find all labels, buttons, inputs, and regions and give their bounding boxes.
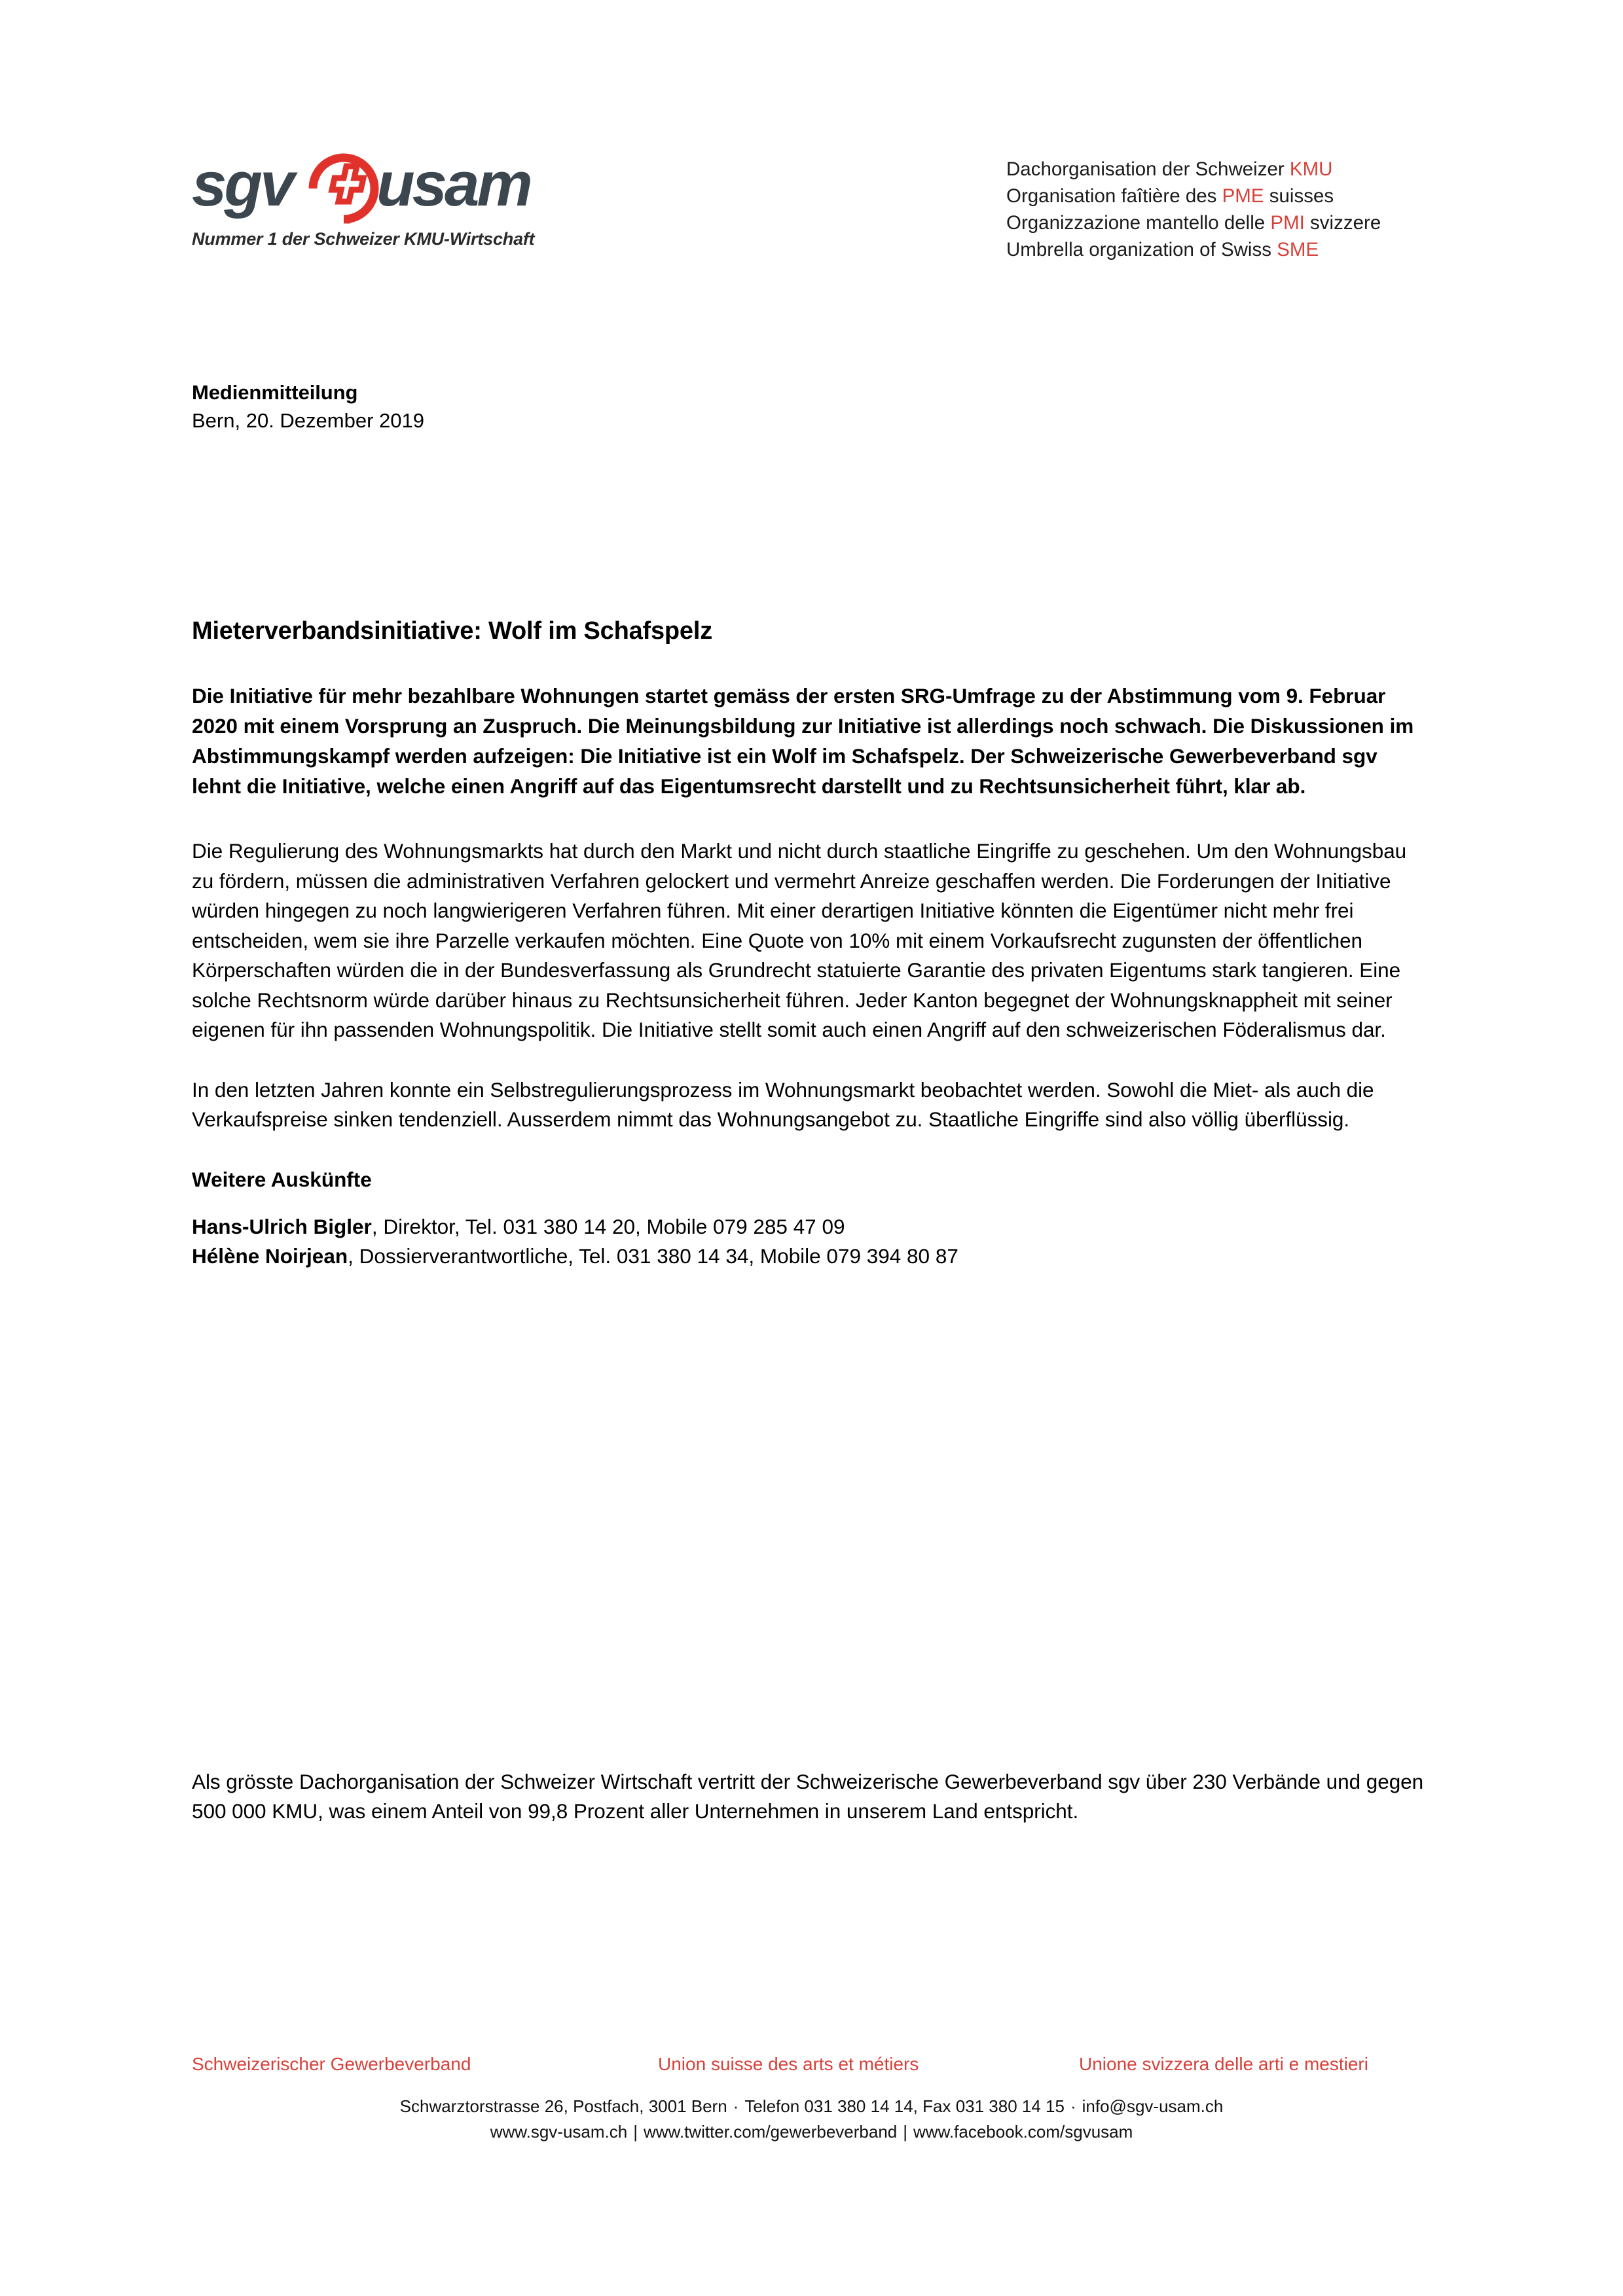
footer-email-link[interactable]: info@sgv-usam.ch [1082, 2096, 1224, 2116]
footer-separator-icon: · [1070, 2096, 1076, 2116]
footer-contact-details [0, 2094, 1623, 2145]
header-language-list [1006, 156, 1381, 263]
sgv-usam-logo [192, 152, 558, 249]
footer-org-names [0, 2052, 1623, 2082]
header-language-en [1006, 236, 1381, 263]
footer-address: Schwarztorstrasse 26, Postfach, 3001 Bern [399, 2096, 727, 2116]
header-language-en-text: Umbrella organization of Swiss [1006, 239, 1277, 260]
document-body [192, 615, 1429, 1271]
document-footer [0, 2052, 1623, 2145]
header-language-fr [1006, 183, 1381, 209]
document-header [0, 0, 1623, 308]
footer-web-link[interactable]: www.sgv-usam.ch [490, 2122, 628, 2142]
contact-name: Hans-Ulrich Bigler [192, 1214, 372, 1238]
body-paragraph-1: Die Regulierung des Wohnungsmarkts hat durch den Markt und nicht durch staatliche Eingriffe zu geschehen. Um den Wohnungsbau zu fördern, müssen die administrativen Verfahren gelockert und vermehrt Anreize geschaffen werden. Die Forderungen der Initiative würden hingegen zu noch langwierigeren Verfahren führen. Mit einer derartigen Initiative könnten die Eigentümer nicht mehr frei entscheiden, wem sie ihre Parzelle verkaufen möchten. Eine Quote von 10% mit einem Vorkaufsrecht zugunsten der öffentlichen Körperschaften würden die in der Bundesverfassung als Grundrecht statuierte Garantie des privaten Eigentums stark tangieren. Eine solche Rechtsnorm würde darüber hinaus zu Rechtsunsicherheit führen. Jeder Kanton begegnet der Wohnungsknappheit mit seiner eigenen für ihn passenden Wohnungspolitik. Die Initiative stellt somit auch einen Angriff auf den schweizerischen Föderalismus dar. [192, 839, 1407, 1041]
page-title: Mieterverbandsinitiative: Wolf im Schafspelz [192, 617, 713, 645]
footer-contact-line-1 [0, 2094, 1623, 2119]
document-type-label: Medienmitteilung [192, 381, 358, 404]
footer-contact-line-2 [0, 2119, 1623, 2145]
footer-pipe-divider: | [633, 2122, 638, 2142]
header-language-fr-tail: suisses [1264, 185, 1334, 207]
footer-facebook-link[interactable]: www.facebook.com/sgvusam [913, 2122, 1133, 2142]
footer-org-name-fr: Union suisse des arts et métiers [658, 2054, 919, 2074]
footer-org-name-it: Unione svizzera delle arti e mestieri [1079, 2054, 1368, 2074]
contact-details: , Dossierverantwortliche, Tel. 031 380 14 34, Mobile 079 394 80 87 [348, 1244, 958, 1268]
header-language-it [1006, 209, 1381, 236]
logo-text-usam: usam [376, 152, 530, 219]
header-language-de-text: Dachorganisation der Schweizer [1006, 158, 1290, 180]
header-language-en-accent: SME [1277, 239, 1319, 260]
footer-org-name-de: Schweizerischer Gewerbeverband [192, 2054, 471, 2074]
header-language-de [1006, 156, 1381, 183]
header-language-it-accent: PMI [1270, 212, 1305, 234]
header-language-fr-accent: PME [1222, 185, 1264, 207]
contact-row [192, 1242, 1429, 1271]
header-language-de-accent: KMU [1289, 158, 1333, 180]
logo-tagline: Nummer 1 der Schweizer KMU-Wirtschaft [192, 229, 535, 249]
logo-text-sgv: sgv [192, 152, 293, 219]
header-language-it-text: Organizzazione mantello delle [1006, 212, 1271, 234]
header-language-fr-text: Organisation faîtière des [1006, 185, 1222, 207]
place-date-label: Bern, 20. Dezember 2019 [192, 409, 424, 432]
footer-twitter-link[interactable]: www.twitter.com/gewerbeverband [643, 2122, 898, 2142]
logo-wordmark [192, 152, 545, 225]
footer-phone-fax: Telefon 031 380 14 14, Fax 031 380 14 15 [744, 2096, 1065, 2116]
contact-row [192, 1212, 1429, 1242]
boilerplate-paragraph: Als grösste Dachorganisation der Schweizer Wirtschaft vertritt der Schweizerische Gewerbeverband sgv über 230 Verbände und gegen 500 000 KMU, was einem Anteil von 99,8 Prozent aller Unternehmen in unserem Land entspricht. [192, 1769, 1424, 1823]
contact-name: Hélène Noirjean [192, 1244, 348, 1268]
header-language-it-tail: svizzere [1304, 212, 1381, 234]
document-meta [192, 378, 424, 435]
footer-pipe-divider: | [903, 2122, 908, 2142]
logo-svg [192, 152, 545, 225]
logo-swiss-cross-icon [332, 166, 363, 202]
contact-details: , Direktor, Tel. 031 380 14 20, Mobile 079 285 47 09 [371, 1214, 845, 1238]
footer-separator-icon: · [733, 2096, 739, 2116]
contacts-heading: Weitere Auskünfte [192, 1167, 372, 1191]
body-paragraph-2: In den letzten Jahren konnte ein Selbstregulierungsprozess im Wohnungsmarkt beobachtet werden. Sowohl die Miet- als auch die Verkaufspreise sinken tendenziell. Ausserdem nimmt das Wohnungsangebot zu. Staatliche Eingriffe sind also völlig überflüssig. [192, 1077, 1374, 1131]
lead-paragraph: Die Initiative für mehr bezahlbare Wohnungen startet gemäss der ersten SRG-Umfrage zu der Abstimmung vom 9. Februar 2020 mit einem Vorsprung an Zuspruch. Die Meinungsbildung zur Initiative ist allerdings noch schwach. Die Diskussionen im Abstimmungskampf werden aufzeigen: Die Initiative ist ein Wolf im Schafspelz. Der Schweizerische Gewerbeverband sgv lehnt die Initiative, welche einen Angriff auf das Eigentumsrecht darstellt und zu Rechtsunsicherheit führt, klar ab. [192, 684, 1414, 798]
